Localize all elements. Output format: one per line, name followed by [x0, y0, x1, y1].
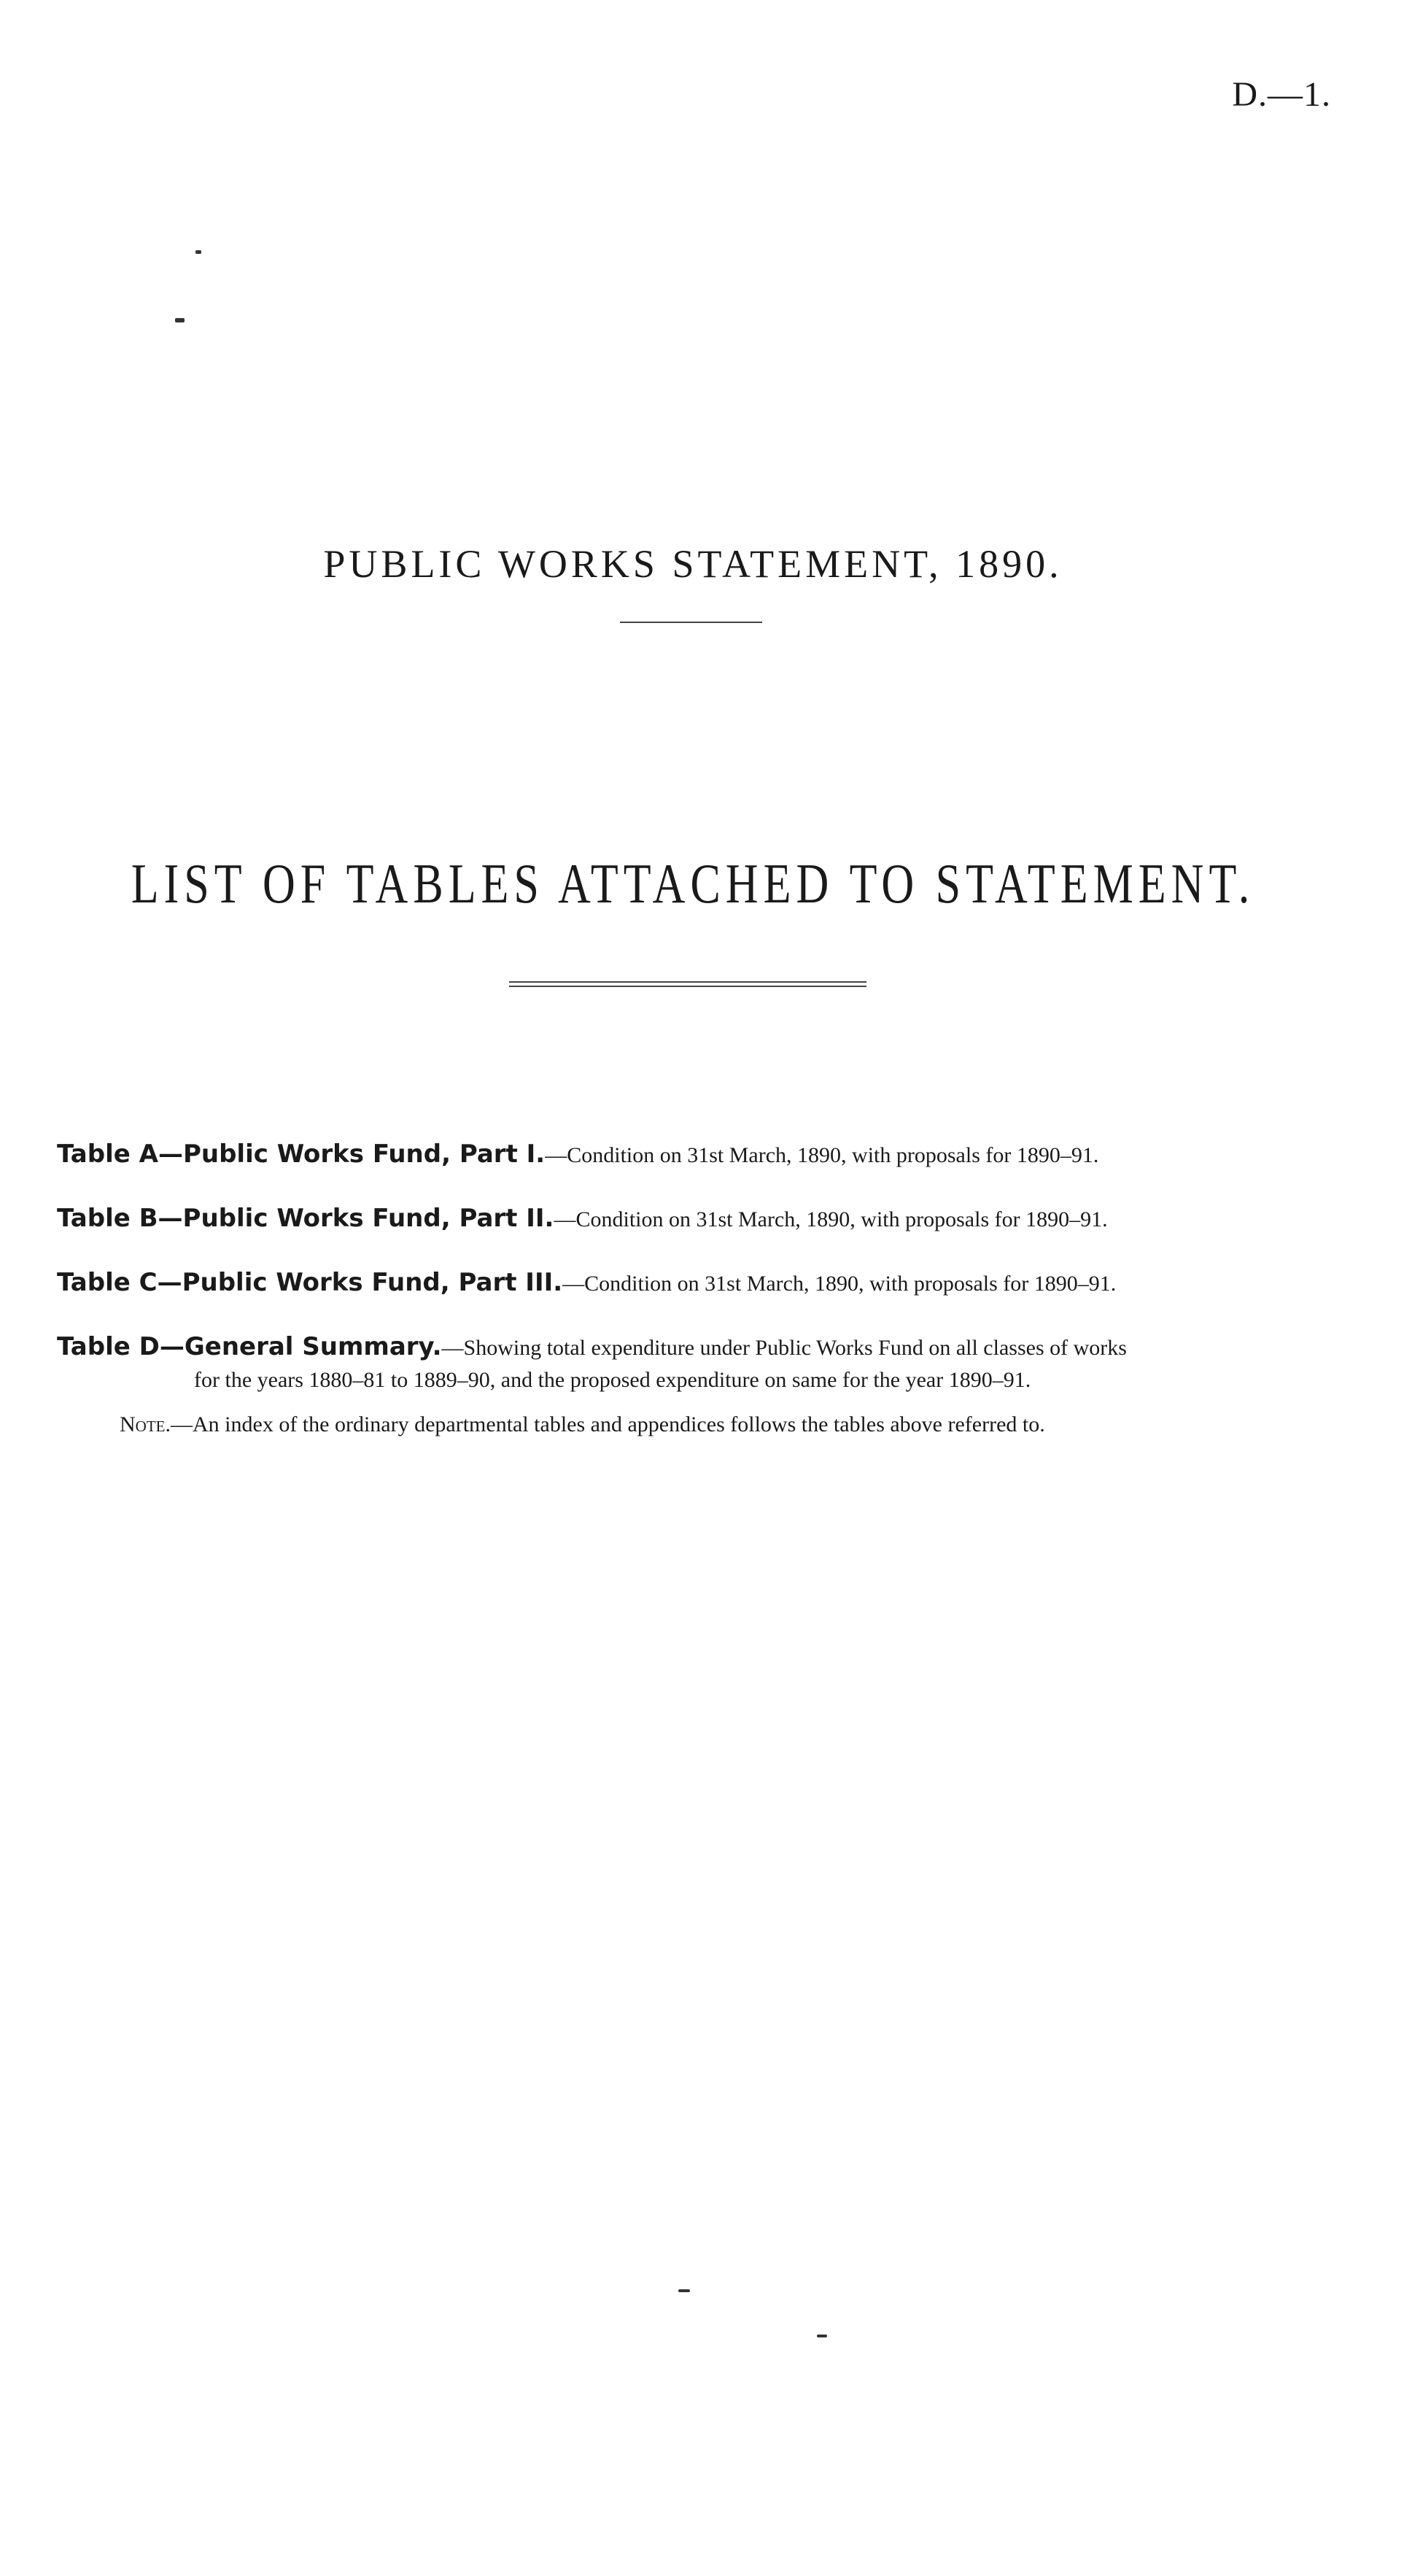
- table-a-lead: Table A—Public Works Fund, Part I.: [57, 1140, 546, 1169]
- note-paragraph: [120, 1412, 1345, 1437]
- note-text: —An index of the ordinary departmental tables and appendices follows the tables above referred to.: [171, 1412, 1045, 1436]
- table-d-description: —Showing total expenditure under Public Works Fund on all classes of works: [441, 1336, 1127, 1360]
- table-d-lead: Table D—General Summary.: [57, 1332, 442, 1361]
- table-c-lead: Table C—Public Works Fund, Part III.: [57, 1268, 563, 1297]
- table-d-continuation: for the years 1880–81 to 1889–90, and the proposed expenditure on same for the year 1890–91.: [194, 1368, 1031, 1392]
- statement-title: PUBLIC WORKS STATEMENT, 1890.: [323, 542, 1063, 586]
- table-b-description: —Condition on 31st March, 1890, with proposals for 1890–91.: [554, 1207, 1108, 1231]
- page-reference: D.—1.: [1232, 75, 1331, 114]
- note-label: Note.: [120, 1412, 171, 1436]
- table-entry-a: [57, 1138, 1341, 1175]
- scan-speck: [195, 250, 201, 254]
- scan-speck: [817, 2335, 827, 2337]
- scan-speck: [175, 318, 185, 322]
- table-a-description: —Condition on 31st March, 1890, with proposals for 1890–91.: [545, 1143, 1099, 1167]
- table-entry-d: [57, 1331, 1341, 1396]
- heading-double-rule: [509, 981, 866, 987]
- list-heading: LIST OF TABLES ATTACHED TO STATEMENT.: [131, 853, 1255, 916]
- scan-speck: [678, 2289, 690, 2292]
- table-b-lead: Table B—Public Works Fund, Part II.: [57, 1204, 554, 1233]
- table-entry-c: [57, 1266, 1341, 1303]
- tables-list: [57, 1138, 1341, 1424]
- table-c-description: —Condition on 31st March, 1890, with proposals for 1890–91.: [562, 1272, 1117, 1296]
- table-entry-b: [57, 1202, 1341, 1239]
- title-divider: [620, 622, 762, 623]
